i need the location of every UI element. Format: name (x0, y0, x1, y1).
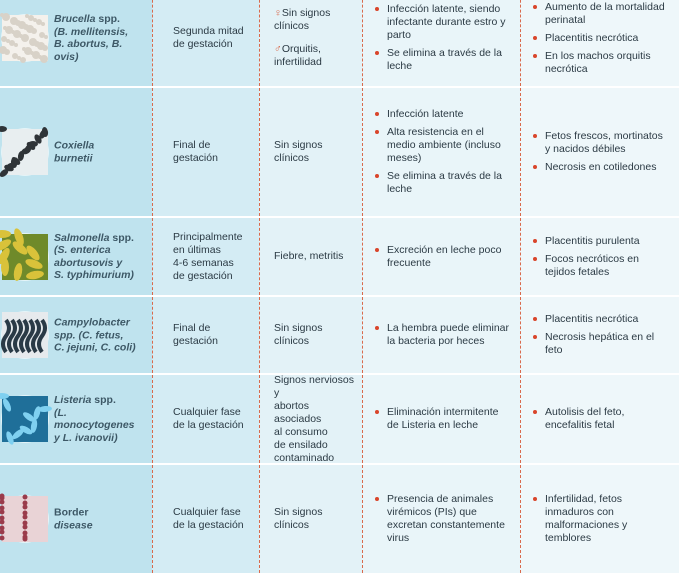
timing-text: en últimas (173, 243, 221, 256)
lesions-list (521, 125, 679, 179)
agent-detail: S. typhimurium) (54, 269, 134, 281)
clinical-signs-text: Sin signos clínicos (274, 322, 323, 347)
table-row (0, 297, 679, 375)
list-item: Excreción en leche poco frecuente (387, 244, 512, 270)
lesions-cell (520, 88, 679, 216)
agent-cell (0, 88, 152, 216)
lesions-cell (520, 218, 679, 295)
clinical-signs-text: Fiebre, metritis (274, 250, 344, 262)
list-item: Alta resistencia en el medio ambiente (incluso meses) (387, 126, 512, 165)
agent-name-line (54, 232, 148, 245)
table-row (0, 0, 679, 88)
border-disease-micrograph-icon (2, 496, 48, 542)
list-item: Se elimina a través de la leche (387, 170, 512, 196)
list-item: Eliminación intermitente de Listeria en leche (387, 406, 512, 432)
timing-cell (152, 465, 259, 573)
list-item: Placentitis necrótica (545, 313, 671, 326)
list-item: La hembra puede eliminar la bacteria por heces (387, 322, 512, 348)
list-item: Necrosis hepática en el feto (545, 331, 671, 357)
timing-text: Principalmente (173, 230, 243, 243)
salmonella-micrograph-icon (2, 234, 48, 280)
agent-detail: (L. monocytogenes (54, 406, 135, 431)
timing-text: de gestación (173, 269, 233, 282)
agent-genus: Salmonella (54, 231, 110, 244)
list-item: Autolisis del feto, encefalitis fetal (545, 406, 671, 432)
agent-genus: Listeria (54, 394, 92, 406)
agent-name (54, 232, 148, 282)
agent-detail: burnetii (54, 152, 93, 164)
clinical-signs-cell (259, 218, 362, 295)
timing-text: de gestación (173, 38, 233, 50)
lesions-cell (520, 375, 679, 463)
lesions-cell (520, 297, 679, 373)
clinical-signs-cell (259, 465, 362, 573)
clinical-signs-text: clínicos (274, 20, 310, 32)
clinical-signs-cell (259, 375, 362, 463)
timing-text: Cualquier fase (173, 506, 241, 518)
coxiella-micrograph-icon (2, 129, 48, 175)
agent-detail: y L. ivanovii) (54, 431, 118, 444)
lesions-list (521, 488, 679, 550)
agent-name-line (54, 394, 148, 407)
table-row (0, 218, 679, 297)
transmission-cell (362, 0, 520, 86)
timing-text: Segunda mitad (173, 25, 244, 37)
timing-text: Final de gestación (173, 139, 218, 164)
timing-cell (152, 375, 259, 463)
lesions-cell (520, 465, 679, 573)
clinical-signs-text: infertilidad (274, 56, 322, 68)
transmission-list (363, 0, 520, 78)
timing-cell (152, 218, 259, 295)
timing-text: de la gestación (173, 519, 244, 531)
clinical-signs-cell (259, 0, 362, 86)
list-item: Focos necróticos en tejidos fetales (545, 253, 671, 279)
lesions-cell (520, 0, 679, 86)
agent-name-line (54, 13, 148, 26)
list-item: Infección latente (387, 108, 512, 121)
clinical-signs-text: al consumo (274, 425, 328, 438)
transmission-list (363, 103, 520, 201)
clinical-signs-text: contaminado (274, 451, 335, 464)
agent-suffix: spp. (109, 231, 134, 244)
clinical-signs-text: Sin signos clínicos (274, 139, 323, 164)
lesions-list (521, 401, 679, 437)
list-item: Presencia de animales virémicos (PIs) que excretan constantemente virus (387, 493, 512, 545)
agent-cell (0, 218, 152, 295)
list-item: Placentitis purulenta (545, 235, 671, 248)
list-item: Infección latente, siendo infectante durante estro y parto (387, 3, 512, 42)
timing-text: de la gestación (173, 419, 244, 431)
agent-name (54, 507, 148, 532)
agent-cell (0, 465, 152, 573)
agent-genus: Campylobacter (54, 316, 130, 329)
timing-cell (152, 297, 259, 373)
agent-name-line (54, 507, 148, 520)
table-row (0, 88, 679, 218)
clinical-signs-text: Signos nerviosos y (274, 373, 354, 399)
lesions-list (521, 308, 679, 362)
agent-detail: abortusovis y (54, 256, 123, 269)
agent-detail: (B. mellitensis, (54, 25, 129, 38)
list-item: Necrosis en cotiledones (545, 161, 671, 174)
transmission-cell (362, 88, 520, 216)
male-symbol-icon: ♂ Orquitis, (274, 43, 356, 56)
timing-cell (152, 0, 259, 86)
agent-suffix: Border (54, 506, 89, 519)
list-item: Placentitis necrótica (545, 32, 671, 45)
agent-detail: disease (54, 519, 93, 531)
agent-name (54, 316, 148, 354)
agent-name (54, 13, 148, 63)
clinical-signs-text: abortos asociados (274, 399, 322, 425)
list-item: Se elimina a través de la leche (387, 47, 512, 73)
agent-genus: Coxiella (54, 139, 95, 152)
clinical-signs-cell (259, 88, 362, 216)
transmission-list (363, 239, 520, 275)
agent-suffix: spp. (91, 394, 116, 406)
agent-detail: C. jejuni, C. coli) (54, 341, 136, 354)
agent-detail: spp. (C. fetus, (54, 328, 124, 341)
list-item: Infertilidad, fetos inmaduros con malformaciones y temblores (545, 493, 671, 545)
agent-name (54, 394, 148, 444)
agent-name-line (54, 140, 148, 153)
timing-text: 4-6 semanas (173, 256, 234, 269)
lesions-list (521, 0, 679, 81)
timing-text: Final de gestación (173, 322, 218, 347)
agent-detail: (S. enterica (54, 244, 111, 256)
agent-name-line (54, 316, 148, 329)
clinical-signs-text: Sin signos clínicos (274, 506, 323, 531)
table-row (0, 465, 679, 575)
spacer (274, 33, 356, 43)
transmission-cell (362, 297, 520, 373)
agent-suffix: spp. (95, 13, 120, 25)
transmission-cell (362, 218, 520, 295)
lesions-list (521, 230, 679, 284)
transmission-cell (362, 375, 520, 463)
transmission-list (363, 488, 520, 550)
transmission-cell (362, 465, 520, 573)
transmission-list (363, 401, 520, 437)
list-item: En los machos orquitis necrótica (545, 50, 671, 76)
list-item: Fetos frescos, mortinatos y nacidos débiles (545, 130, 671, 156)
timing-text: Cualquier fase (173, 406, 241, 418)
transmission-list (363, 317, 520, 353)
clinical-signs-text: de ensilado (274, 438, 328, 451)
brucella-micrograph-icon (2, 15, 48, 61)
list-item: Aumento de la mortalidad perinatal (545, 1, 671, 27)
table-row (0, 375, 679, 465)
agent-cell (0, 0, 152, 86)
agent-detail: B. abortus, B. ovis) (54, 38, 123, 63)
listeria-micrograph-icon (2, 396, 48, 442)
agent-genus: Brucella (54, 13, 96, 25)
agent-name (54, 140, 148, 165)
agent-cell (0, 375, 152, 463)
agent-cell (0, 297, 152, 373)
clinical-signs-cell (259, 297, 362, 373)
campylobacter-micrograph-icon (2, 312, 48, 358)
timing-cell (152, 88, 259, 216)
female-symbol-icon: ♀ Sin signos (274, 7, 356, 20)
